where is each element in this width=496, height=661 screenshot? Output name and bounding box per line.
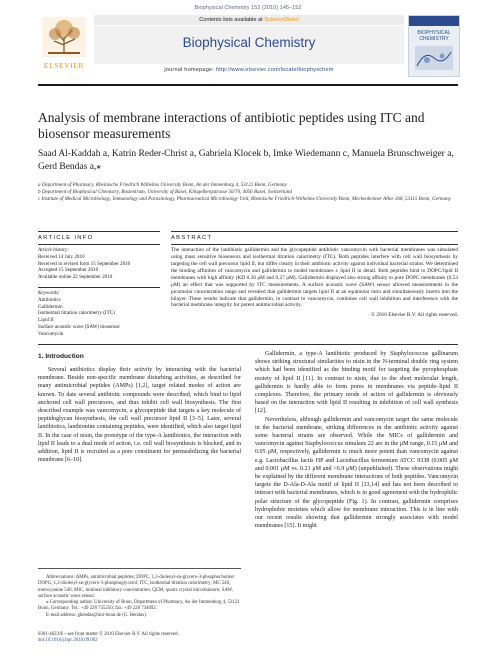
- issn-line: 0301-4622/$ – see front matter © 2010 Elsevier B.V. All rights reserved.: [38, 632, 179, 637]
- author-list: Saad Al-Kaddah a, Katrin Reder-Christ a, Gabriela Klocek b, Imke Wiedemann c, Manuela Brunschweiger a, Gerd Bendas a,⁎: [38, 149, 454, 172]
- history-received: Received 14 July 2010: [38, 253, 85, 260]
- article-info-heading: ARTICLE INFO: [38, 234, 94, 241]
- cover-art-icon: [415, 46, 453, 70]
- abstract-text: The interaction of the lantibiotic gallidermin and the glycopeptide antibiotic vancomycin with bacterial membranes was simulated using mass sensitive biosensors and isothermal titration calorimetry (ITC). Both peptides interfere with cell wall biosynthesis by targeting the cell wall precursor lipid II, but differ clearly in their antibiotic activity against individual bacterial strains. We determined the binding affinities of vancomycin and gallidermin to model membranes ± lipid II in detail. Both peptides bind to DOPC/lipid II membranes with high affinity (KD 0.30 μM and 0.27 μM). Gallidermin displayed also strong affinity to pure DOPC membranes (0.53 μM) an effect that was supported by ITC measurements. A surface acoustic wave (SAW) sensor allowed measurements in the picomolar concentration range and revealed that gallidermin targets lipid II at an equimolar ratio and simultaneously inserts into the bilayer. These results indicate that gallidermin, in contrast to vancomycin, combines cell wall inhibition and interference with the bacterial membrane integrity for potent antimicrobial activity.: [171, 247, 458, 309]
- info-keyword-rule: [38, 287, 160, 288]
- paragraph: Several antibiotics display their activity by interacting with the bacterial membrane. Beside non-specific membrane disturbing activities, as described for many antimicrobial peptides (AMPs) [1,2], target related modes of action are known. To date several antibiotic compounds were described, which bind to lipid anchored cell wall precursors, and thus inhibit cell wall biosynthesis. The first described example was vancomycin, a glycopeptide that targets a key molecule of peptidoglycan biosynthesis, the cell wall precursor lipid II [3–5]. Later, several lantibiotics, lanthionine containing peptides, were identified, which also target lipid II. In the case of nisin, the prototype of the type-A lantibiotics, the interaction with lipid II leads to a dual mode of action, i.e. cell wall biosynthesis is blocked, and in addition, lipid II is recruited as a pore constituent for permeabilizing the bacterial membrane [6–10].: [38, 367, 241, 464]
- elsevier-logo: [38, 15, 90, 79]
- article-title: Analysis of membrane interactions of antibiotic peptides using ITC and biosensor measurements: [38, 110, 425, 141]
- history-revised: Received in revised form 15 September 2010: [38, 260, 131, 267]
- homepage-prefix: journal homepage:: [164, 67, 216, 73]
- info-top-rule: [38, 231, 160, 232]
- doi-link[interactable]: doi:10.1016/j.bpc.2010.09.002: [38, 638, 98, 644]
- history-online: Available online 22 September 2010: [38, 274, 113, 280]
- keyword-item: Surface acoustic wave (SAW) biosensor: [38, 323, 120, 330]
- copyright-notice: © 2010 Elsevier B.V. All rights reserved.: [370, 312, 458, 319]
- keywords-label: Keywords:: [38, 290, 60, 297]
- keyword-item: Isothermal titration calorimetry (ITC): [38, 310, 115, 317]
- journal-masthead: [38, 15, 458, 79]
- affiliation-c: c Institute of Medical Microbiology, Immunology and Parasitology, Pharmaceutical Microbiology Unit, Rheinische Friedrich-Wilhelms-University Bonn, Meckenheimer Allee 168, 53115 Bonn, Germany: [38, 195, 451, 202]
- footnote-rule: [38, 568, 241, 569]
- footnote-corresponding: ⁎ Corresponding author. University of Bonn, Department of Pharmacy, An der Immenburg 4, 53121 Bonn, Germany. Tel.: +49 228 735250; fax: +49 228 734692.: [38, 600, 240, 612]
- abstract-bottom-rule: [38, 344, 458, 345]
- abstract-mid-rule: [171, 244, 458, 245]
- history-label: Article history:: [38, 247, 69, 254]
- front-matter-line: [38, 632, 241, 645]
- paragraph: Nevertheless, although gallidermin and vancomycin target the same molecule in the bacterial membrane, striking differences in the antibiotic activity against some bacterial strains are observed. While the MICs of gallidermin and vancomycin against Staphylococcus simulans 22 are in the μM range, 0.15 μM and 0.05 μM, respectively, gallidermin is much more potent than vancomycin against e.g. Lactobacillus lactis HP and Lactobacillus fermentum ATCC 9338 (0.005 μM and 0.001 μM vs. 0.21 μM and >6.9 μM) (unpublished). These observations might be explained by the different membrane interactions of both peptides. Vancomycin targets the D-Ala-D-Ala motif of lipid II [13,14] and has not been described to interact with bacterial membranes, which is in good agreement with the hydrophilic polar structure of the glycopeptide (Fig. 1). In contrast, gallidermin comprises hydrophobic moieties which allow for membrane interaction. This is in line with our recent results showing that gallidermin strongly associates with model membranes [15]. It might: [255, 416, 458, 530]
- paragraph: Gallidermin, a type-A lantibiotic produced by Staphylococcus gallinarum shows striking structural similarities to nisin in the N-terminal double ring system which had been identified as the binding motif for targeting the pyrophosphate moiety of lipid II [11]. In contrast to nisin, due to the short molecular length, gallidermin is hardly able to form pores in membranes via peptide–lipid II complexes. Therefore, the primary mode of action of gallidermin is obviously based on the interaction with lipid II resulting in inhibition of cell wall synthesis [12].: [255, 351, 458, 415]
- contents-bar: [94, 15, 404, 25]
- affiliation-b: b Department of Biophysical Chemistry, Biozentrum, University of Basel, Klingelbergstrasse 50/70, 4056 Basel, Switzerland: [38, 188, 292, 195]
- info-mid-rule: [38, 244, 160, 245]
- contents-prefix: Contents lists available at: [199, 17, 265, 23]
- journal-cover-thumbnail: [408, 15, 460, 77]
- homepage-link[interactable]: http://www.elsevier.com/locate/biophyschem: [215, 67, 334, 73]
- keyword-item: Vancomycin: [38, 330, 64, 337]
- abstract-top-rule: [171, 231, 458, 232]
- body-column-right: [255, 350, 458, 530]
- journal-reference: Biophysical Chemistry 152 (2010) 145–152: [194, 5, 302, 11]
- keyword-item: Lipid II: [38, 317, 54, 324]
- publisher-name: ELSEVIER: [43, 61, 85, 70]
- section-heading: 1. Introduction: [38, 353, 84, 360]
- footnote-email: E-mail address: gbendas@uni-bonn.de (G. Bendas).: [46, 612, 147, 618]
- journal-title: Biophysical Chemistry: [182, 35, 316, 50]
- footnotes: [38, 575, 241, 619]
- article-info: [38, 228, 160, 337]
- cover-title: BIOPHYSICAL CHEMISTRY: [417, 30, 451, 42]
- affiliations: [38, 182, 458, 202]
- keyword-item: Gallidermin: [38, 303, 63, 310]
- affiliation-a: a Department of Pharmacy, Rheinische Friedrich Wilhelms University Bonn, An der Immenburg 4, 53121 Bonn, Germany: [38, 182, 287, 188]
- history-accepted: Accepted 15 September 2010: [38, 267, 99, 274]
- masthead-rule: [38, 84, 458, 86]
- body-column-left: [38, 350, 241, 464]
- journal-homepage: [94, 67, 404, 73]
- tree-logo-icon: [42, 17, 86, 57]
- keyword-item: Antibiotics: [38, 297, 61, 303]
- footnote-abbreviations: Abbreviations: AMPs, antimicrobial peptides; DOPC, 1,2-dioleoyl-sn-glycero-3-phosphocholine; DOPG, 1,2-dioleoyl-sn-glycero-3-phosphoglycerol; ITC, isothermal titration calorimetry; MC 540, merocyanine 540; MIC, minimal inhibitory concentration; QCM, quartz crystal microbalance; SAW, surface acoustic wave sensor.: [38, 575, 235, 599]
- sciencedirect-link[interactable]: ScienceDirect: [264, 17, 299, 23]
- cover-stripe: [409, 16, 459, 26]
- abstract: [171, 228, 458, 318]
- abstract-heading: ABSTRACT: [171, 234, 213, 241]
